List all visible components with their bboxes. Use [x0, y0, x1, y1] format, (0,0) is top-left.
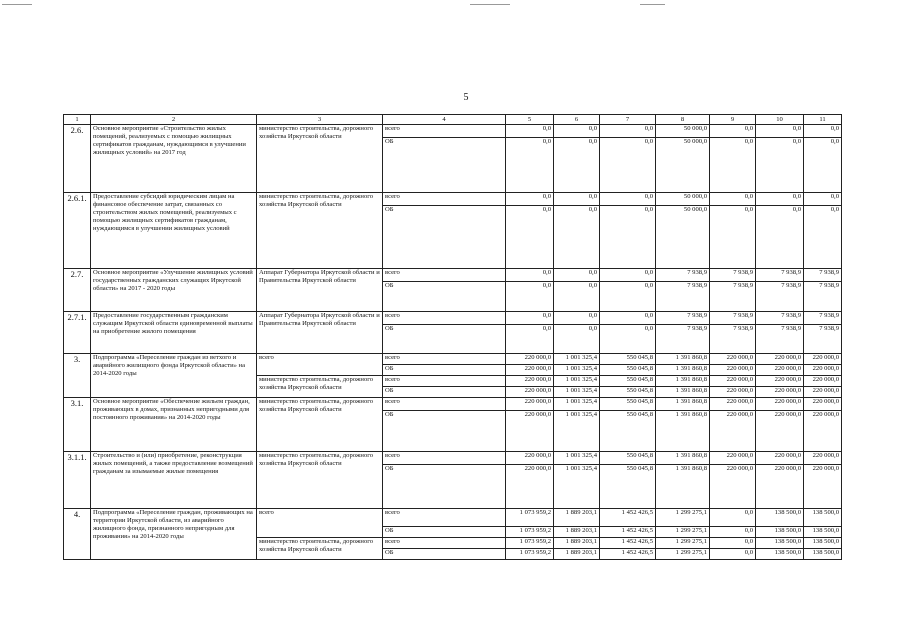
funding-source: всего: [383, 193, 506, 206]
column-header: 11: [804, 115, 842, 125]
amount-cell: 138 500,0: [756, 527, 804, 538]
funding-source: ОБ: [383, 387, 506, 398]
scan-artifact-line: [640, 4, 665, 5]
table-row: [64, 312, 842, 325]
responsible-executor: министерство строительства, дорожного хозяйства Иркутской области: [257, 398, 383, 452]
amount-cell: 220 000,0: [710, 465, 756, 509]
amount-cell: 138 500,0: [756, 538, 804, 549]
amount-cell: 220 000,0: [804, 411, 842, 452]
row-number: 3.1.: [64, 398, 91, 452]
amount-cell: 220 000,0: [756, 398, 804, 411]
amount-cell: 220 000,0: [756, 452, 804, 465]
funding-source: всего: [383, 509, 506, 527]
amount-cell: 0,0: [710, 193, 756, 206]
table-row: [64, 509, 842, 527]
funding-source: ОБ: [383, 138, 506, 193]
amount-cell: 1 889 203,1: [554, 549, 600, 560]
amount-cell: 0,0: [710, 206, 756, 269]
amount-cell: 0,0: [600, 125, 656, 138]
amount-cell: 220 000,0: [506, 376, 554, 387]
amount-cell: 0,0: [756, 125, 804, 138]
amount-cell: 220 000,0: [756, 465, 804, 509]
amount-cell: 550 045,8: [600, 376, 656, 387]
amount-cell: 1 452 426,5: [600, 509, 656, 527]
amount-cell: 220 000,0: [710, 387, 756, 398]
amount-cell: 550 045,8: [600, 411, 656, 452]
amount-cell: 0,0: [506, 193, 554, 206]
amount-cell: 7 938,9: [710, 325, 756, 354]
amount-cell: 0,0: [600, 193, 656, 206]
funding-source: ОБ: [383, 282, 506, 312]
column-header: 4: [383, 115, 506, 125]
amount-cell: 1 001 325,4: [554, 398, 600, 411]
funding-source: ОБ: [383, 549, 506, 560]
amount-cell: 220 000,0: [804, 452, 842, 465]
amount-cell: 0,0: [804, 193, 842, 206]
amount-cell: 7 938,9: [804, 325, 842, 354]
amount-cell: 138 500,0: [804, 527, 842, 538]
row-number: 3.: [64, 354, 91, 398]
row-number: 2.7.1.: [64, 312, 91, 354]
amount-cell: 1 001 325,4: [554, 411, 600, 452]
amount-cell: 0,0: [554, 206, 600, 269]
amount-cell: 220 000,0: [804, 365, 842, 376]
amount-cell: 1 299 275,1: [656, 538, 710, 549]
funding-source: всего: [383, 125, 506, 138]
scan-artifact-line: [2, 4, 32, 5]
amount-cell: 138 500,0: [756, 509, 804, 527]
amount-cell: 220 000,0: [804, 376, 842, 387]
amount-cell: 220 000,0: [506, 365, 554, 376]
amount-cell: 138 500,0: [756, 549, 804, 560]
amount-cell: 0,0: [756, 138, 804, 193]
amount-cell: 1 073 959,2: [506, 509, 554, 527]
amount-cell: 1 391 860,8: [656, 411, 710, 452]
responsible-executor: Аппарат Губернатора Иркутской области и Правительства Иркутской области: [257, 269, 383, 312]
funding-source: всего: [383, 312, 506, 325]
program-funding-table: [63, 114, 842, 560]
funding-source: ОБ: [383, 365, 506, 376]
table-row: [64, 452, 842, 465]
amount-cell: 550 045,8: [600, 387, 656, 398]
column-header: 10: [756, 115, 804, 125]
column-header: 8: [656, 115, 710, 125]
column-header: 9: [710, 115, 756, 125]
amount-cell: 220 000,0: [756, 354, 804, 365]
amount-cell: 1 452 426,5: [600, 549, 656, 560]
table-row: [64, 193, 842, 206]
amount-cell: 1 001 325,4: [554, 376, 600, 387]
amount-cell: 220 000,0: [506, 411, 554, 452]
activity-name: Основное мероприятие «Улучшение жилищных условий государственных гражданских служащих Иркутской области» на 2017 - 2020 годы: [91, 269, 257, 312]
amount-cell: 7 938,9: [710, 282, 756, 312]
amount-cell: 220 000,0: [710, 452, 756, 465]
funding-source: всего: [383, 269, 506, 282]
amount-cell: 0,0: [756, 193, 804, 206]
activity-name: Основное мероприятие «Обеспечение жильем граждан, проживающих в домах, признанных непригодными для постоянного проживания» на 2014-2020 годы: [91, 398, 257, 452]
row-number: 3.1.1.: [64, 452, 91, 509]
amount-cell: 7 938,9: [710, 269, 756, 282]
amount-cell: 1 391 860,8: [656, 398, 710, 411]
amount-cell: 220 000,0: [710, 376, 756, 387]
amount-cell: 1 001 325,4: [554, 365, 600, 376]
amount-cell: 220 000,0: [506, 387, 554, 398]
amount-cell: 0,0: [804, 138, 842, 193]
amount-cell: 550 045,8: [600, 365, 656, 376]
activity-name: Подпрограмма «Переселение граждан из ветхого и аварийного жилищного фонда Иркутской области» на 2014-2020 годы: [91, 354, 257, 398]
amount-cell: 50 000,0: [656, 138, 710, 193]
amount-cell: 1 073 959,2: [506, 549, 554, 560]
row-number: 2.7.: [64, 269, 91, 312]
row-number: 4.: [64, 509, 91, 560]
amount-cell: 7 938,9: [656, 325, 710, 354]
amount-cell: 550 045,8: [600, 398, 656, 411]
amount-cell: 1 452 426,5: [600, 527, 656, 538]
responsible-executor: министерство строительства, дорожного хозяйства Иркутской области: [257, 452, 383, 509]
amount-cell: 1 391 860,8: [656, 452, 710, 465]
amount-cell: 138 500,0: [804, 509, 842, 527]
amount-cell: 0,0: [710, 538, 756, 549]
amount-cell: 1 391 860,8: [656, 387, 710, 398]
activity-name: Подпрограмма «Переселение граждан, проживающих на территории Иркутской области, из аварийного жилищного фонда, признанного непригодным для проживания» на 2014-2020 годы: [91, 509, 257, 560]
activity-name: Предоставление государственным гражданским служащим Иркутской области единовременной выплаты на приобретение жилого помещения: [91, 312, 257, 354]
amount-cell: 220 000,0: [756, 387, 804, 398]
amount-cell: 0,0: [506, 325, 554, 354]
amount-cell: 220 000,0: [506, 452, 554, 465]
funding-source: всего: [383, 398, 506, 411]
amount-cell: 0,0: [554, 312, 600, 325]
amount-cell: 0,0: [600, 325, 656, 354]
column-header: 2: [91, 115, 257, 125]
column-header: 5: [506, 115, 554, 125]
amount-cell: 1 391 860,8: [656, 376, 710, 387]
amount-cell: 1 391 860,8: [656, 365, 710, 376]
funding-source: всего: [383, 538, 506, 549]
amount-cell: 0,0: [554, 138, 600, 193]
amount-cell: 7 938,9: [804, 269, 842, 282]
amount-cell: 1 889 203,1: [554, 527, 600, 538]
amount-cell: 1 391 860,8: [656, 354, 710, 365]
amount-cell: 0,0: [756, 206, 804, 269]
responsible-executor: министерство строительства, дорожного хозяйства Иркутской области: [257, 125, 383, 193]
scan-artifact-line: [470, 4, 510, 5]
amount-cell: 7 938,9: [656, 282, 710, 312]
amount-cell: 7 938,9: [756, 325, 804, 354]
table-row: [64, 354, 842, 365]
activity-name: Основное мероприятие «Строительство жилых помещений, реализуемых с помощью жилищных сертификатов гражданам, нуждающимся в улучшении жилищных условий» на 2017 год: [91, 125, 257, 193]
funding-source: ОБ: [383, 325, 506, 354]
amount-cell: 0,0: [804, 125, 842, 138]
amount-cell: 1 889 203,1: [554, 538, 600, 549]
amount-cell: 7 938,9: [756, 312, 804, 325]
table-row: [64, 269, 842, 282]
amount-cell: 1 391 860,8: [656, 465, 710, 509]
amount-cell: 50 000,0: [656, 206, 710, 269]
amount-cell: 50 000,0: [656, 193, 710, 206]
amount-cell: 1 299 275,1: [656, 509, 710, 527]
amount-cell: 1 001 325,4: [554, 465, 600, 509]
funding-source: всего: [383, 376, 506, 387]
amount-cell: 0,0: [554, 325, 600, 354]
amount-cell: 0,0: [506, 312, 554, 325]
amount-cell: 220 000,0: [710, 411, 756, 452]
amount-cell: 0,0: [554, 193, 600, 206]
amount-cell: 0,0: [554, 269, 600, 282]
amount-cell: 0,0: [506, 125, 554, 138]
column-header: 3: [257, 115, 383, 125]
amount-cell: 0,0: [710, 138, 756, 193]
amount-cell: 0,0: [600, 206, 656, 269]
header-row: [64, 115, 842, 125]
table-row: [64, 398, 842, 411]
amount-cell: 7 938,9: [756, 269, 804, 282]
responsible-executor: Аппарат Губернатора Иркутской области и Правительства Иркутской области: [257, 312, 383, 354]
funding-source: всего: [383, 354, 506, 365]
amount-cell: 220 000,0: [804, 465, 842, 509]
amount-cell: 0,0: [506, 138, 554, 193]
amount-cell: 1 073 959,2: [506, 527, 554, 538]
column-header: 6: [554, 115, 600, 125]
funding-source: ОБ: [383, 527, 506, 538]
amount-cell: 0,0: [710, 125, 756, 138]
amount-cell: 220 000,0: [710, 398, 756, 411]
amount-cell: 0,0: [554, 282, 600, 312]
amount-cell: 220 000,0: [804, 354, 842, 365]
amount-cell: 0,0: [600, 269, 656, 282]
amount-cell: 7 938,9: [656, 269, 710, 282]
amount-cell: 0,0: [710, 509, 756, 527]
amount-cell: 220 000,0: [756, 411, 804, 452]
amount-cell: 1 001 325,4: [554, 452, 600, 465]
amount-cell: 0,0: [506, 206, 554, 269]
column-header: 7: [600, 115, 656, 125]
responsible-executor: министерство строительства, дорожного хозяйства Иркутской области: [257, 538, 383, 560]
row-number: 2.6.1.: [64, 193, 91, 269]
amount-cell: 1 299 275,1: [656, 527, 710, 538]
funding-source: ОБ: [383, 465, 506, 509]
amount-cell: 0,0: [506, 269, 554, 282]
amount-cell: 7 938,9: [656, 312, 710, 325]
amount-cell: 138 500,0: [804, 549, 842, 560]
amount-cell: 220 000,0: [804, 398, 842, 411]
responsible-executor: всего: [257, 354, 383, 376]
amount-cell: 550 045,8: [600, 354, 656, 365]
amount-cell: 0,0: [710, 527, 756, 538]
amount-cell: 0,0: [710, 549, 756, 560]
responsible-executor: всего: [257, 509, 383, 538]
amount-cell: 220 000,0: [756, 376, 804, 387]
row-number: 2.6.: [64, 125, 91, 193]
column-header: 1: [64, 115, 91, 125]
amount-cell: 0,0: [554, 125, 600, 138]
amount-cell: 0,0: [600, 138, 656, 193]
amount-cell: 7 938,9: [804, 312, 842, 325]
amount-cell: 220 000,0: [756, 365, 804, 376]
page-number: 5: [463, 92, 469, 103]
amount-cell: 1 001 325,4: [554, 354, 600, 365]
amount-cell: 220 000,0: [804, 387, 842, 398]
activity-name: Строительство и (или) приобретение, реконструкция жилых помещений, а также предоставление возмещений гражданам за изымаемые жилые помещения: [91, 452, 257, 509]
table-row: [64, 125, 842, 138]
responsible-executor: министерство строительства, дорожного хозяйства Иркутской области: [257, 193, 383, 269]
amount-cell: 550 045,8: [600, 465, 656, 509]
amount-cell: 1 452 426,5: [600, 538, 656, 549]
amount-cell: 220 000,0: [506, 354, 554, 365]
amount-cell: 1 889 203,1: [554, 509, 600, 527]
amount-cell: 138 500,0: [804, 538, 842, 549]
amount-cell: 50 000,0: [656, 125, 710, 138]
activity-name: Предоставление субсидий юридическим лицам на финансовое обеспечение затрат, связанных со строительством жилых помещений, реализуемых с помощью жилищных сертификатов гражданам, нуждающимся в улучшении жилищных условий: [91, 193, 257, 269]
funding-source: ОБ: [383, 206, 506, 269]
amount-cell: 0,0: [600, 312, 656, 325]
funding-source: ОБ: [383, 411, 506, 452]
amount-cell: 7 938,9: [804, 282, 842, 312]
amount-cell: 0,0: [804, 206, 842, 269]
amount-cell: 0,0: [506, 282, 554, 312]
amount-cell: 220 000,0: [710, 365, 756, 376]
amount-cell: 0,0: [600, 282, 656, 312]
amount-cell: 7 938,9: [710, 312, 756, 325]
funding-source: всего: [383, 452, 506, 465]
amount-cell: 220 000,0: [506, 465, 554, 509]
amount-cell: 220 000,0: [710, 354, 756, 365]
amount-cell: 220 000,0: [506, 398, 554, 411]
amount-cell: 1 073 959,2: [506, 538, 554, 549]
amount-cell: 1 299 275,1: [656, 549, 710, 560]
amount-cell: 550 045,8: [600, 452, 656, 465]
amount-cell: 1 001 325,4: [554, 387, 600, 398]
amount-cell: 7 938,9: [756, 282, 804, 312]
responsible-executor: министерство строительства, дорожного хозяйства Иркутской области: [257, 376, 383, 398]
